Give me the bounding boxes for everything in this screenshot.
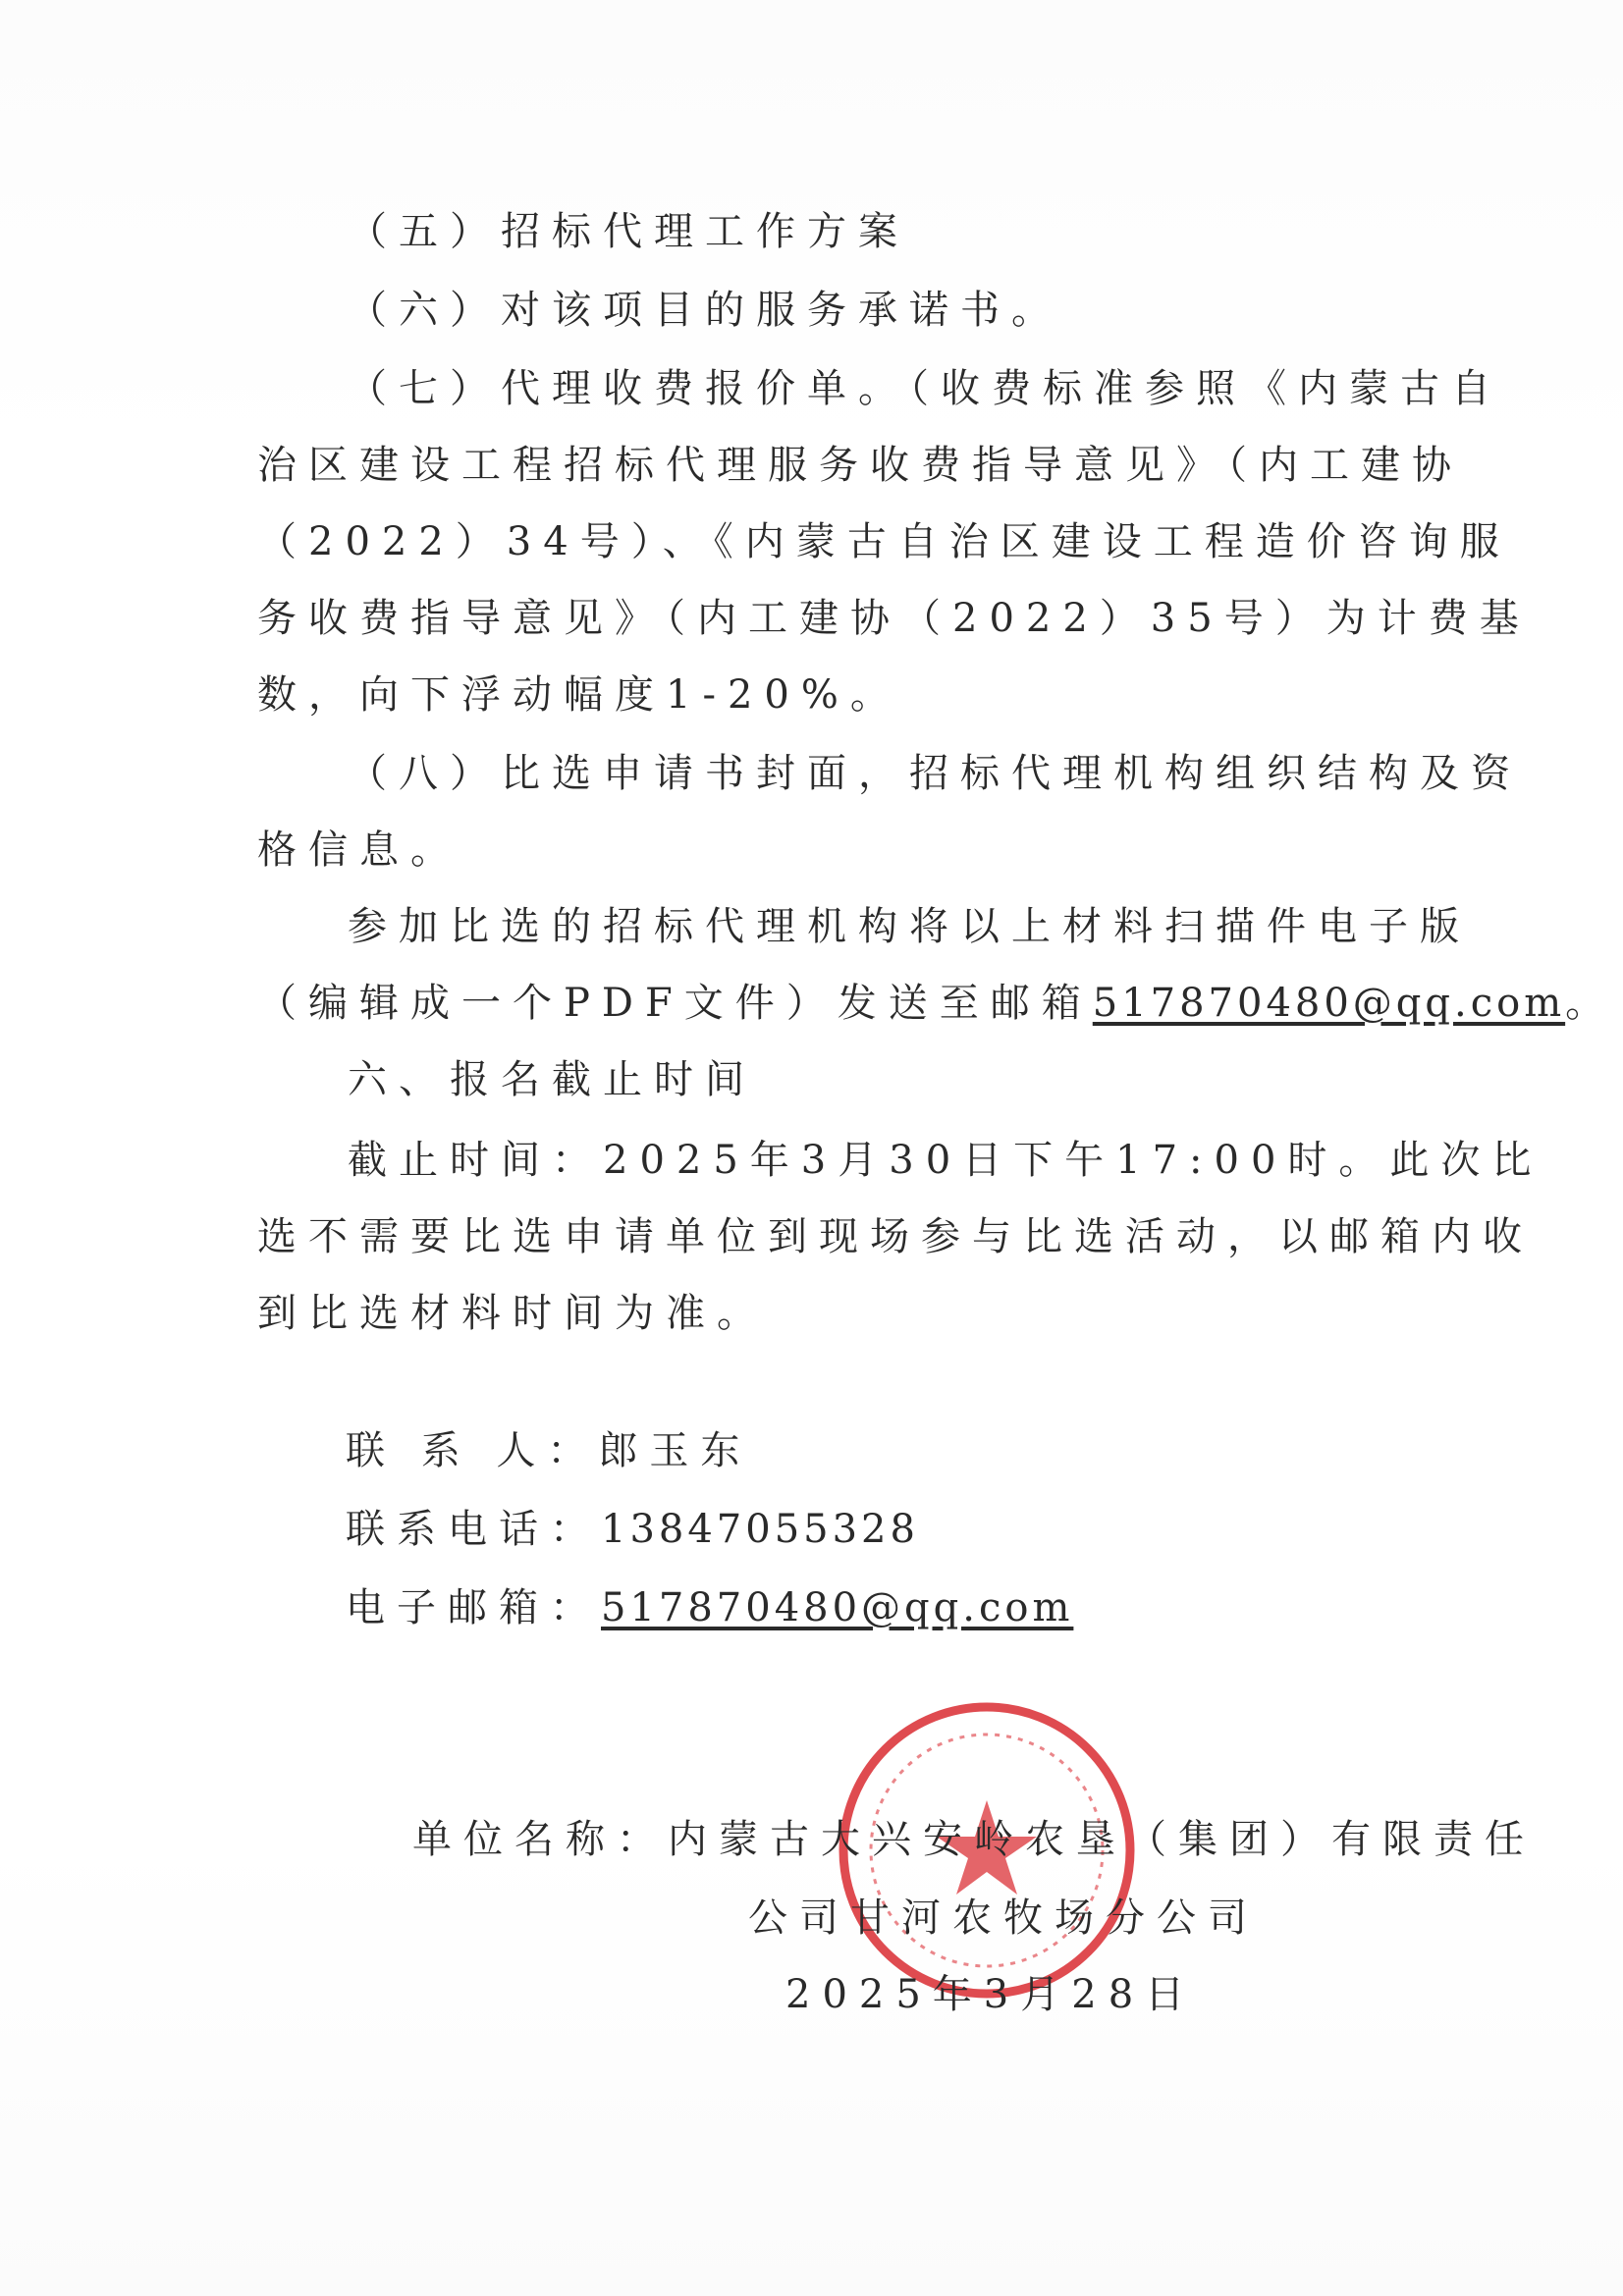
- contact-phone-label: 联系电话：: [346, 1507, 601, 1552]
- item-five: （五）招标代理工作方案: [348, 209, 909, 254]
- item-eight-line2: 格信息。: [257, 828, 461, 873]
- contact-person-value: 郎玉东: [598, 1428, 752, 1473]
- item-seven-line2: 治区建设工程招标代理服务收费指导意见》（内工建协: [257, 443, 1463, 488]
- contact-phone-value: 13847055328: [601, 1507, 919, 1552]
- sign-date: 2025年3月28日: [785, 1972, 1197, 2017]
- submission-line1: 参加比选的招标代理机构将以上材料扫描件电子版: [348, 904, 1471, 949]
- contact-phone-row: [346, 1504, 919, 1555]
- submission-email-link[interactable]: 517870480@qq.com: [1092, 981, 1566, 1026]
- item-seven-line3: （2022）34号）、《内蒙古自治区建设工程造价咨询服: [257, 519, 1511, 564]
- submission-text: （编辑成一个PDF文件）发送至邮箱: [257, 981, 1093, 1026]
- deadline-line1: 截止时间：2025年3月30日下午17:00时。此次比: [348, 1138, 1543, 1183]
- contact-email-link[interactable]: 517870480@qq.com: [601, 1585, 1074, 1630]
- deadline-line2: 选不需要比选申请单位到现场参与比选活动，以邮箱内收: [257, 1214, 1534, 1259]
- contact-person-row: [346, 1425, 751, 1476]
- section-six-heading: 六、报名截止时间: [348, 1057, 756, 1102]
- sign-unit-line2: 公司甘河农牧场分公司: [748, 1896, 1259, 1941]
- item-eight-line1: （八）比选申请书封面，招标代理机构组织结构及资: [348, 751, 1522, 796]
- item-seven-line4: 务收费指导意见》（内工建协（2022）35号）为计费基: [257, 596, 1531, 641]
- sign-unit-line1: 单位名称：内蒙古大兴安岭农垦（集团）有限责任: [412, 1817, 1536, 1862]
- submission-line2: [257, 978, 1616, 1029]
- submission-period: 。: [1565, 981, 1617, 1026]
- contact-person-label: 联 系 人：: [346, 1428, 599, 1473]
- item-seven-line5: 数，向下浮动幅度1-20%。: [257, 672, 901, 718]
- contact-email-row: [346, 1582, 1073, 1633]
- contact-email-label: 电子邮箱：: [346, 1585, 601, 1630]
- item-seven-line1: （七）代理收费报价单。（收费标准参照《内蒙古自: [348, 366, 1502, 411]
- deadline-line3: 到比选材料时间为准。: [257, 1291, 768, 1336]
- item-six: （六）对该项目的服务承诺书。: [348, 288, 1062, 333]
